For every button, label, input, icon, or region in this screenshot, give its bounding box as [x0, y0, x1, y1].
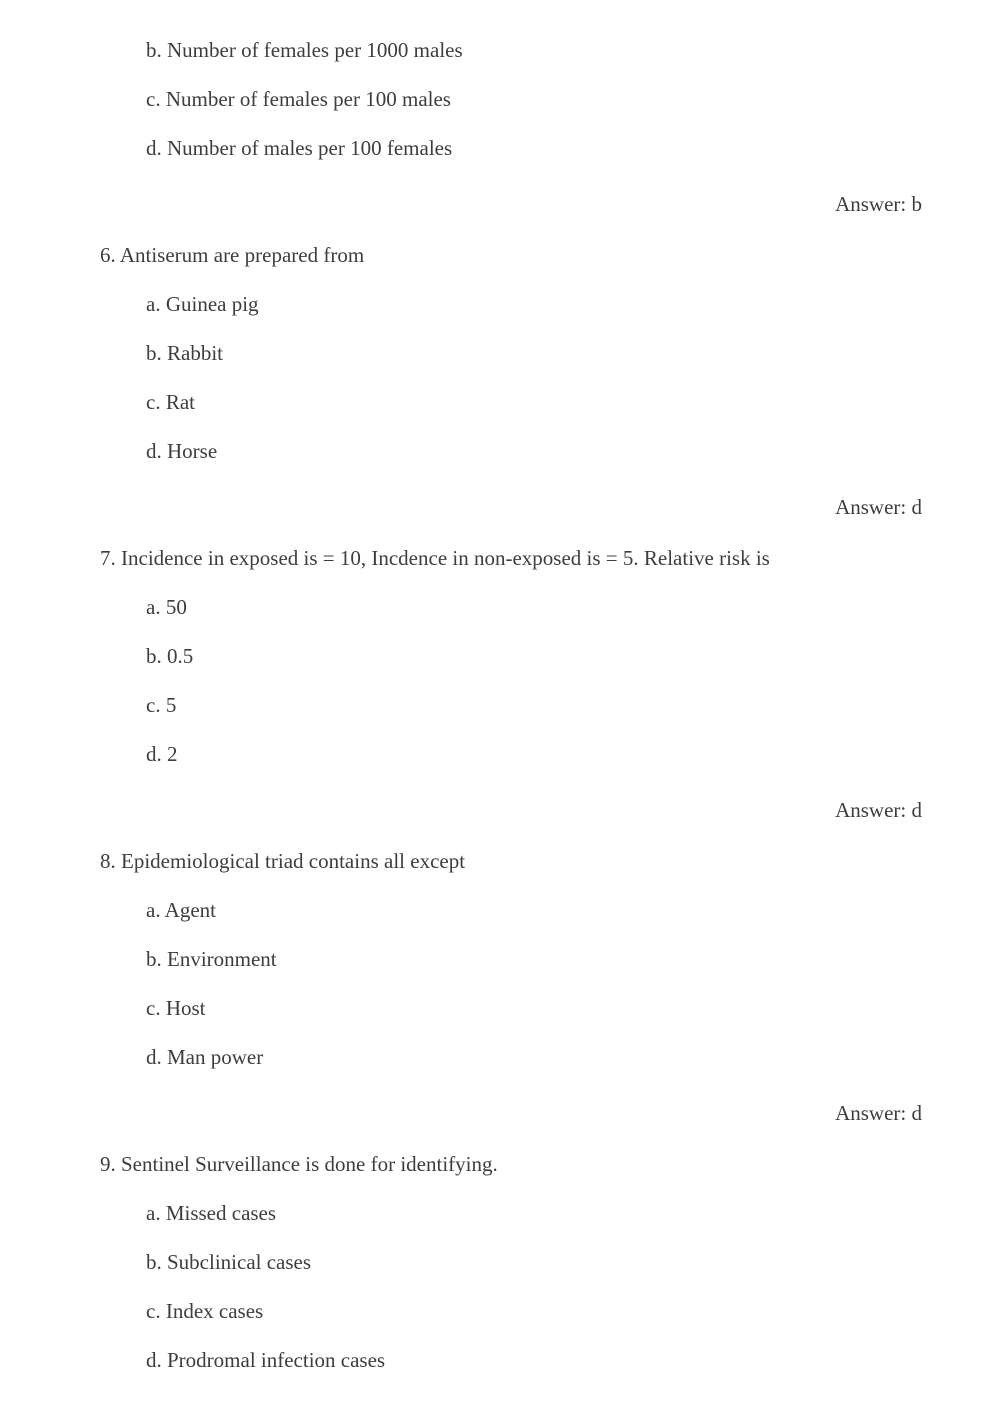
option-item: a. 50 [146, 595, 187, 619]
option-item: b. 0.5 [146, 644, 194, 668]
option-item: c. Host [146, 996, 206, 1020]
question-text: 9. Sentinel Surveillance is done for identifying. [100, 1152, 498, 1176]
answer-label: Answer: d [835, 798, 922, 822]
question-text: 7. Incidence in exposed is = 10, Incdence in non-exposed is = 5. Relative risk is [100, 546, 770, 570]
option-item: c. Rat [146, 390, 195, 414]
option-item: d. 2 [146, 742, 178, 766]
option-item: c. 5 [146, 693, 177, 717]
option-item: a. Missed cases [146, 1201, 277, 1225]
question-block-8 [100, 851, 922, 1126]
question-text: 6. Antiserum are prepared from [100, 243, 365, 267]
question-text: 8. Epidemiological triad contains all except [100, 849, 466, 873]
option-item: b. Rabbit [146, 341, 223, 365]
option-item: d. Man power [146, 1045, 264, 1069]
option-item: d. Number of males per 100 females [146, 136, 453, 160]
option-item: b. Number of females per 1000 males [146, 38, 463, 62]
option-item: a. Guinea pig [146, 292, 259, 316]
continued-options-group [100, 40, 922, 159]
option-item: d. Horse [146, 439, 218, 463]
answer-label: Answer: d [835, 495, 922, 519]
option-item: c. Number of females per 100 males [146, 87, 451, 111]
question-block-9 [100, 1154, 922, 1371]
option-item: c. Index cases [146, 1299, 264, 1323]
option-item: a. Agent [146, 898, 216, 922]
option-item: d. Prodromal infection cases [146, 1348, 386, 1372]
answer-label: Answer: d [835, 1101, 922, 1125]
question-block-7 [100, 548, 922, 823]
answer-label: Answer: b [835, 192, 922, 216]
question-block-6 [100, 245, 922, 520]
option-item: b. Subclinical cases [146, 1250, 312, 1274]
option-item: b. Environment [146, 947, 277, 971]
